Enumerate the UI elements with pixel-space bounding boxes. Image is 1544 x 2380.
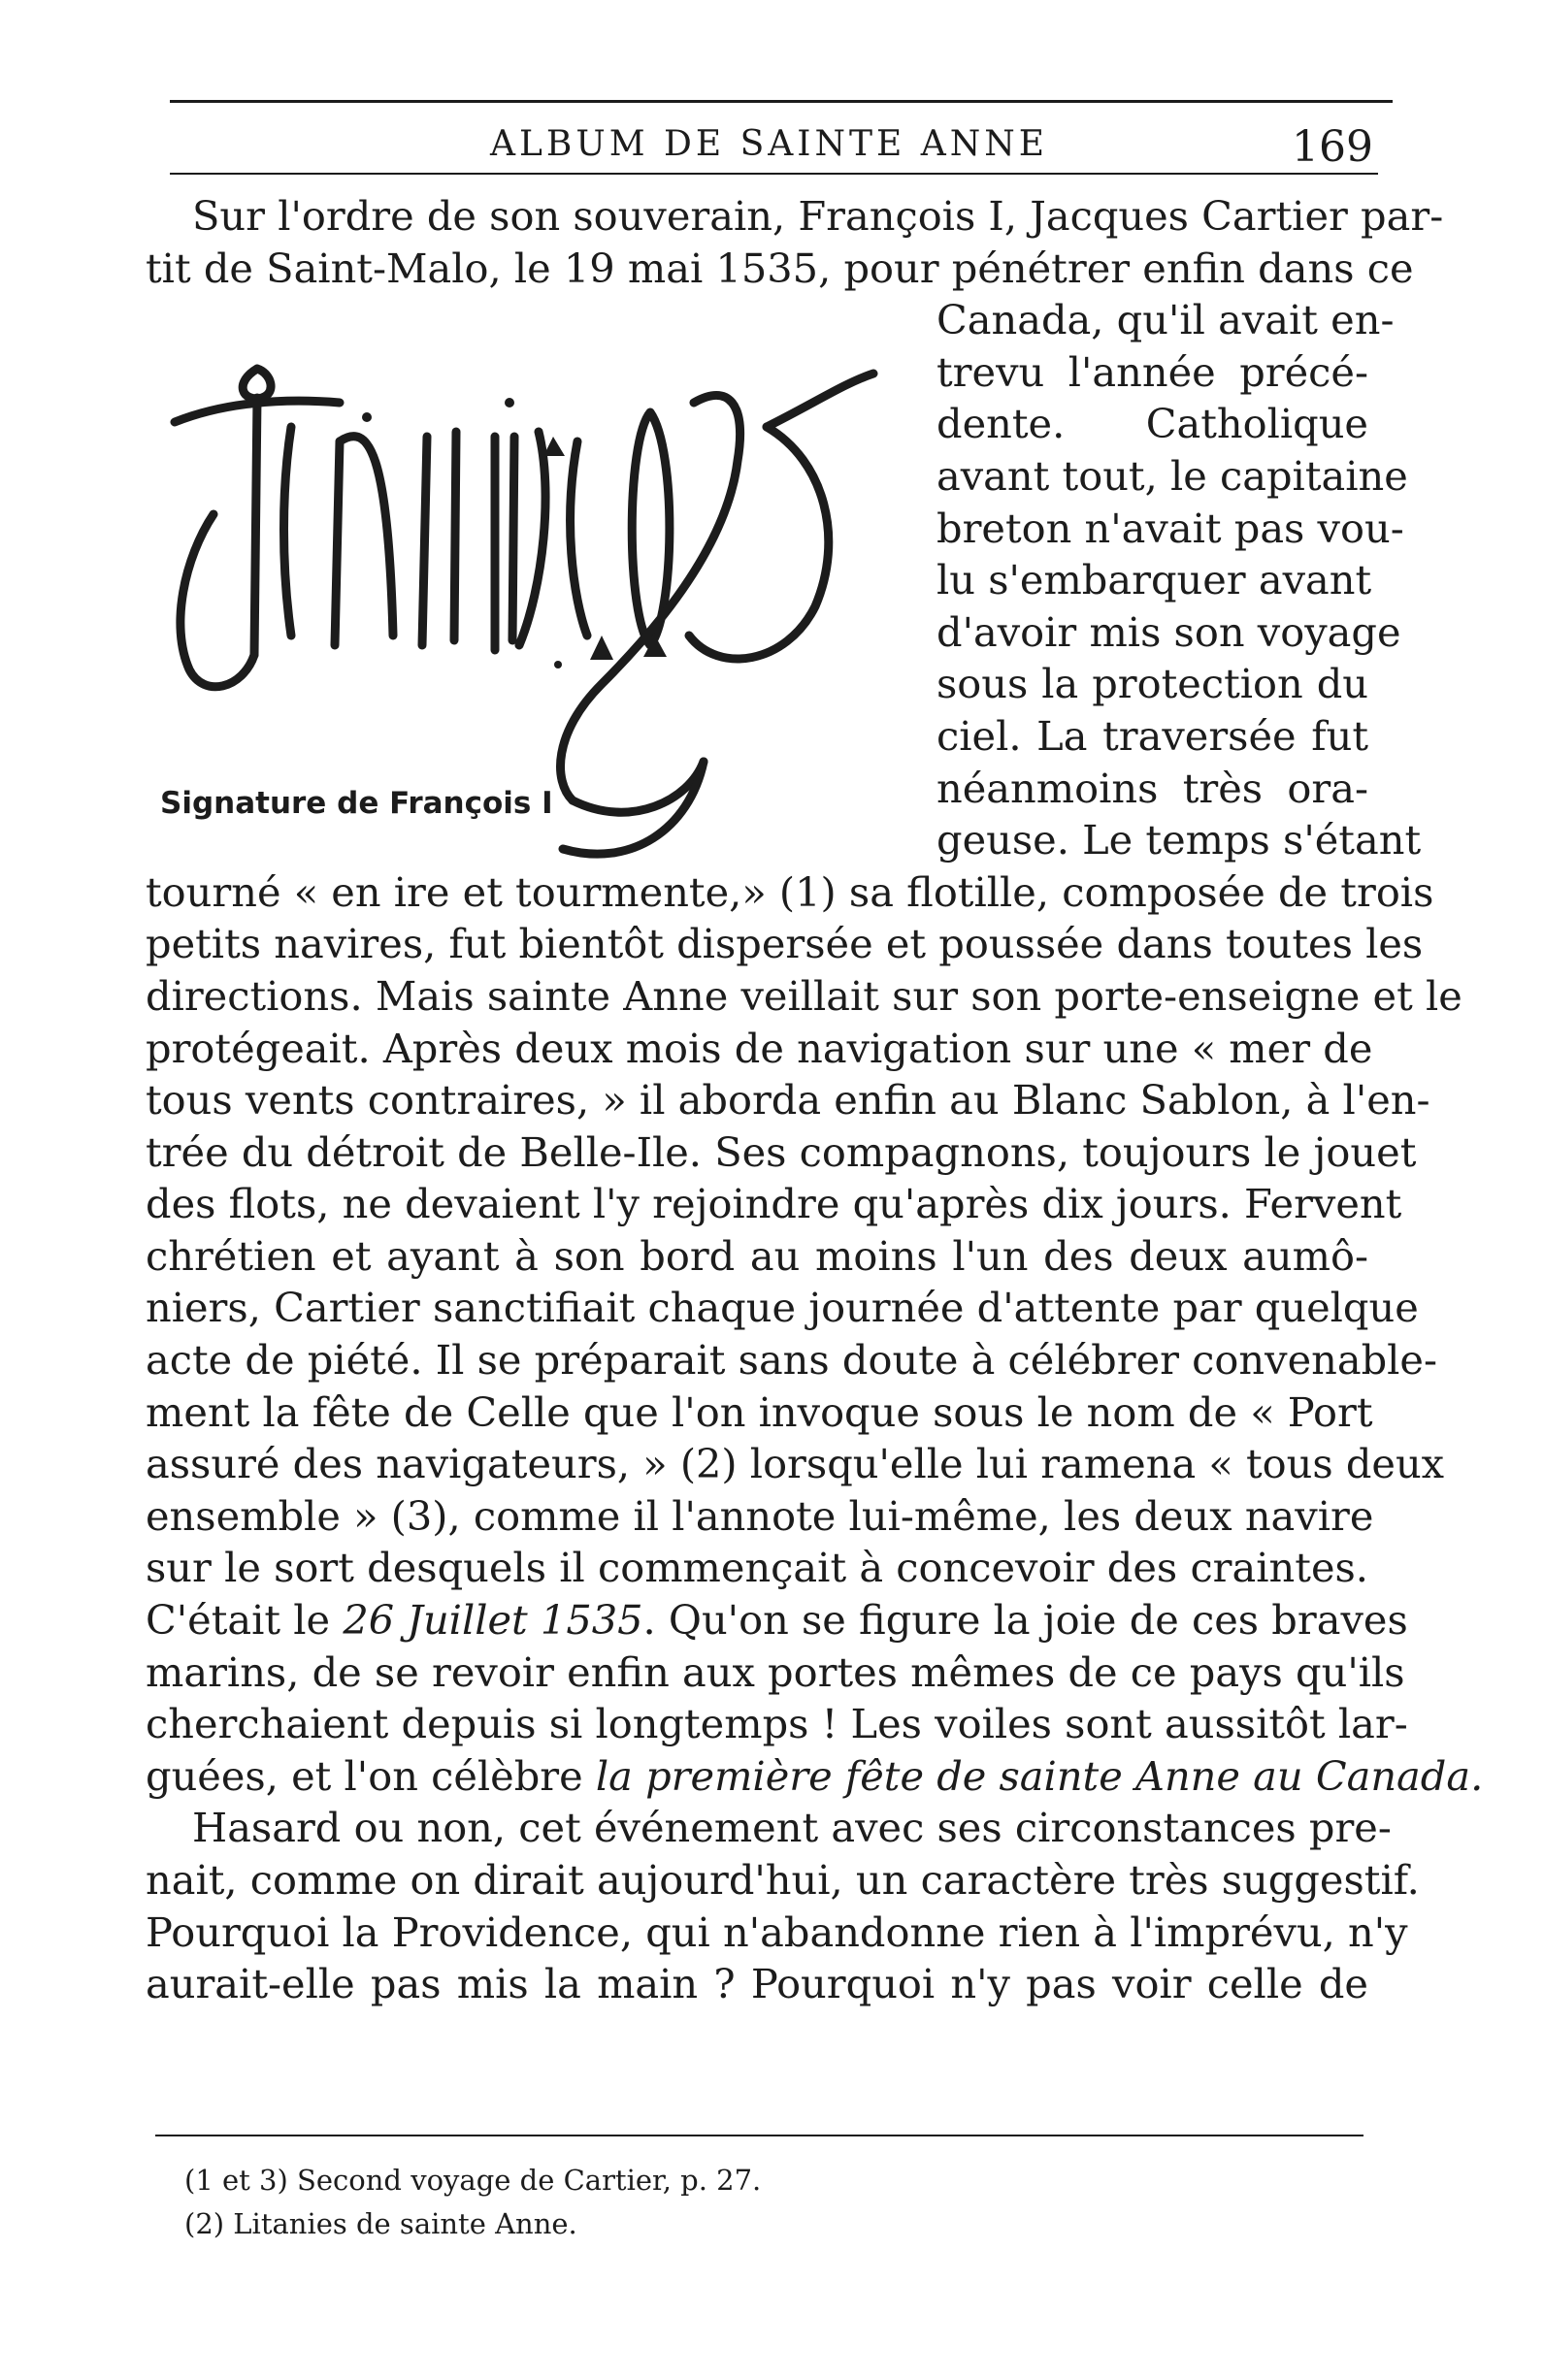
text-line: ciel. La traversée fut — [936, 711, 1368, 760]
text-fragment: C'était le — [146, 1596, 344, 1645]
text-line: Sur l'ordre de son souverain, François I, Jacques Cartier par- — [192, 192, 1444, 240]
top-rule — [170, 100, 1393, 103]
text-fragment: guées, et l'on célèbre — [146, 1751, 596, 1800]
text-line: nait, comme on dirait aujourd'hui, un caractère très suggestif. — [146, 1856, 1420, 1904]
text-line: Pourquoi la Providence, qui n'abandonne rien à l'imprévu, n'y — [146, 1907, 1408, 1956]
text-line: trée du détroit de Belle-Ile. Ses compagnons, toujours le jouet — [146, 1127, 1417, 1176]
body-text — [146, 190, 1484, 2010]
text-line-fete — [146, 1750, 1484, 1803]
text-line: trevu l'année précé- — [936, 347, 1368, 396]
text-line-date — [146, 1594, 1408, 1646]
text-fragment: . Qu'on se figure la joie de ces braves — [642, 1596, 1408, 1645]
text-line: avant tout, le capitaine — [936, 451, 1408, 500]
text-line: lu s'embarquer avant — [936, 556, 1372, 604]
text-line: tourné « en ire et tourmente,» (1) sa flotille, composée de trois — [146, 867, 1434, 916]
text-line: Hasard ou non, cet événement avec ses circonstances pre- — [192, 1804, 1392, 1852]
header-rule — [170, 173, 1378, 175]
text-line: néanmoins très ora- — [936, 764, 1368, 812]
text-line: assuré des navigateurs, » (2) lorsqu'elle lui ramena « tous deux — [146, 1440, 1445, 1488]
text-line: acte de piété. Il se préparait sans doute à célébrer convenable- — [146, 1336, 1438, 1385]
footnote-2: (2) Litanies de sainte Anne. — [184, 2207, 577, 2240]
text-line: tous vents contraires, » il aborda enfin au Blanc Sablon, à l'en- — [146, 1076, 1430, 1125]
footnote-1-3: (1 et 3) Second voyage de Cartier, p. 27. — [184, 2164, 762, 2197]
text-line: ment la fête de Celle que l'on invoque sous le nom de « Port — [146, 1387, 1373, 1436]
text-line: aurait-elle pas mis la main ? Pourquoi n'y pas voir celle de — [146, 1960, 1368, 2008]
text-line: des flots, ne devaient l'y rejoindre qu'après dix jours. Fervent — [146, 1180, 1402, 1228]
text-line: breton n'avait pas vou- — [936, 504, 1404, 552]
running-title: ALBUM DE SAINTE ANNE — [490, 124, 1048, 164]
text-line: sous la protection du — [936, 660, 1368, 708]
running-head — [170, 124, 1373, 173]
text-line: ensemble » (3), comme il l'annote lui-même, les deux navire — [146, 1491, 1374, 1540]
text-line: geuse. Le temps s'étant — [936, 816, 1422, 864]
text-line: Canada, qu'il avait en- — [936, 296, 1395, 344]
page-number: 169 — [1292, 122, 1373, 172]
text-line: sur le sort desquels il commençait à concevoir des craintes. — [146, 1544, 1368, 1592]
text-line: d'avoir mis son voyage — [936, 607, 1401, 656]
text-line: marins, de se revoir enfin aux portes mêmes de ce pays qu'ils — [146, 1647, 1405, 1696]
italic-fete: la première fête de sainte Anne au Canada. — [595, 1751, 1484, 1800]
text-line: directions. Mais sainte Anne veillait sur son porte-enseigne et le — [146, 971, 1462, 1020]
text-line: chrétien et ayant à son bord au moins l'un des deux aumô- — [146, 1231, 1368, 1280]
text-line: protégeait. Après deux mois de navigation sur une « mer de — [146, 1024, 1373, 1072]
italic-date: 26 Juillet 1535 — [343, 1596, 643, 1645]
text-line: tit de Saint-Malo, le 19 mai 1535, pour pénétrer enfin dans ce — [146, 244, 1414, 292]
footnote-rule — [155, 2135, 1363, 2136]
text-line: niers, Cartier sanctifiait chaque journée d'attente par quelque — [146, 1284, 1419, 1332]
text-line: cherchaient depuis si longtemps ! Les voiles sont aussitôt lar- — [146, 1700, 1408, 1748]
figure-caption: Signature de François I — [160, 786, 553, 821]
text-line: petits navires, fut bientôt dispersée et poussée dans toutes les — [146, 920, 1424, 968]
text-line: dente. Catholique — [936, 400, 1368, 448]
footnotes — [184, 2159, 1252, 2246]
